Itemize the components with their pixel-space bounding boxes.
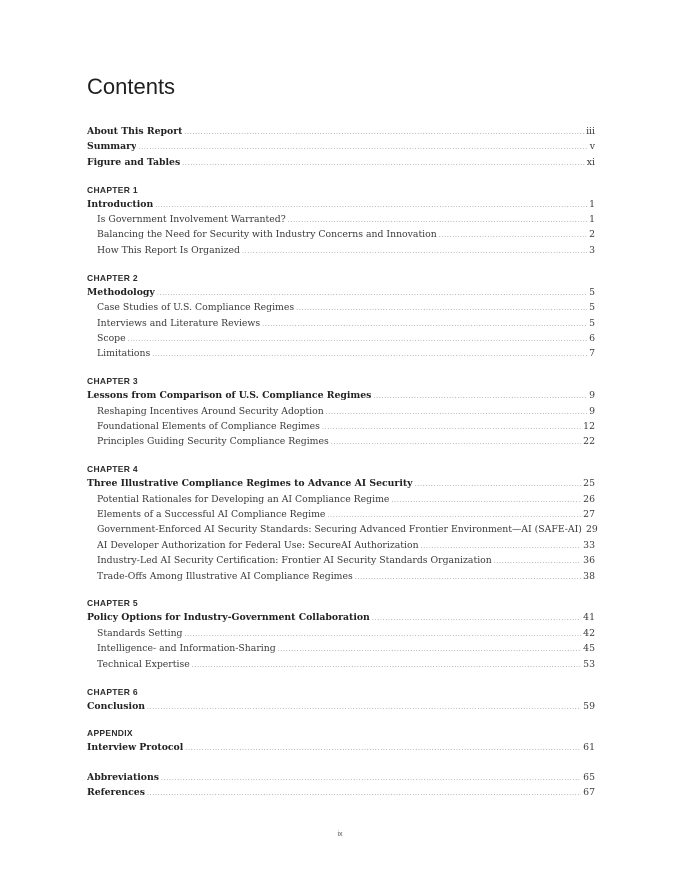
entry-title: Technical Expertise (97, 658, 190, 670)
section-spacer (87, 362, 595, 375)
toc-entry-section[interactable] (87, 538, 595, 553)
entry-title: Reshaping Incentives Around Security Adoption (97, 405, 324, 417)
dot-leader (391, 493, 581, 508)
dot-leader (262, 317, 587, 332)
dot-leader (494, 554, 581, 569)
entry-page-number: 27 (583, 509, 595, 521)
dot-leader (322, 420, 581, 435)
entry-page-number: iii (586, 126, 595, 137)
dot-leader (161, 771, 581, 786)
toc-entry-chapter[interactable] (87, 476, 595, 491)
dot-leader (155, 198, 587, 213)
entry-page-number: 45 (583, 643, 595, 655)
dot-leader (372, 611, 581, 626)
toc-entry-section[interactable] (87, 419, 595, 434)
dot-leader (242, 244, 587, 259)
entry-title: Is Government Involvement Warranted? (97, 214, 286, 226)
entry-page-number: 3 (589, 244, 595, 256)
entry-title: Industry-Led AI Security Certification: Frontier AI Security Standards Organization (97, 555, 492, 567)
entry-page-number: 26 (583, 493, 595, 505)
chapter-label: CHAPTER 3 (87, 376, 138, 387)
entry-title: Standards Setting (97, 627, 183, 639)
toc-entry-chapter[interactable] (87, 610, 595, 625)
entry-title: AI Developer Authorization for Federal Use: SecureAI Authorization (97, 539, 419, 551)
entry-page-number: 41 (583, 612, 595, 624)
dot-leader (185, 627, 582, 642)
entry-title: Case Studies of U.S. Compliance Regimes (97, 302, 295, 314)
toc-entry-section[interactable] (87, 346, 595, 361)
entry-title: Government-Enforced AI Security Standards: Securing Advanced Frontier Environment—AI (SAFE-AI) (97, 524, 582, 536)
toc-entry-section[interactable] (87, 553, 595, 568)
dot-leader (421, 539, 582, 554)
dot-leader (326, 405, 587, 420)
entry-title: Abbreviations (87, 771, 160, 783)
dot-leader (147, 700, 581, 715)
entry-page-number: 61 (583, 742, 595, 754)
entry-title: Methodology (87, 286, 155, 298)
entry-title: Limitations (97, 348, 151, 360)
entry-title: Trade-Offs Among Illustrative AI Compliance Regimes (97, 570, 353, 582)
toc-entry-section[interactable] (87, 331, 595, 346)
entry-page-number: 1 (589, 198, 595, 210)
chapter-label: CHAPTER 4 (87, 464, 138, 475)
toc-entry-back-matter[interactable] (87, 770, 595, 785)
chapter-label: CHAPTER 1 (87, 184, 138, 195)
section-spacer (87, 584, 595, 597)
toc-entry-chapter[interactable] (87, 197, 595, 212)
toc-entry-section[interactable] (87, 641, 595, 656)
entry-page-number: 29 (585, 524, 598, 536)
entry-page-number: 25 (583, 478, 595, 490)
entry-title: Foundational Elements of Compliance Regimes (97, 420, 320, 432)
toc-entry-section[interactable] (87, 492, 595, 507)
toc-entry-section[interactable] (87, 404, 595, 419)
entry-page-number: 5 (589, 302, 595, 314)
entry-page-number: 9 (589, 405, 595, 417)
page-title: Contents (87, 74, 176, 99)
toc-entry-section[interactable] (87, 507, 595, 522)
toc-entry-section[interactable] (87, 626, 595, 641)
section-spacer (87, 672, 595, 685)
dot-leader (439, 228, 587, 243)
dot-leader (147, 786, 581, 801)
toc-entry-chapter[interactable] (87, 388, 595, 403)
toc-entry-chapter[interactable] (87, 699, 595, 714)
dot-leader (296, 301, 587, 316)
dot-leader (192, 658, 581, 673)
dot-leader (327, 508, 581, 523)
page-number: ix (337, 831, 343, 838)
entry-page-number: 22 (583, 436, 595, 448)
section-spacer (87, 258, 595, 271)
entry-title: Introduction (87, 198, 154, 210)
toc-entry-section[interactable] (87, 657, 595, 672)
section-spacer (87, 756, 595, 770)
chapter-label: CHAPTER 6 (87, 686, 138, 697)
entry-title: Elements of a Successful AI Compliance Regime (97, 509, 326, 521)
entry-page-number: 38 (583, 570, 595, 582)
entry-page-number: 5 (589, 286, 595, 298)
entry-page-number: 1 (589, 214, 595, 226)
toc-entry-section[interactable] (87, 212, 595, 227)
section-spacer (87, 170, 595, 183)
entry-page-number: 2 (589, 229, 595, 241)
dot-leader (157, 286, 587, 301)
toc-entry-front-matter[interactable] (87, 124, 595, 139)
entry-page-number: 9 (589, 390, 595, 402)
entry-title: Potential Rationales for Developing an AI Compliance Regime (97, 493, 390, 505)
entry-page-number: 59 (583, 700, 595, 712)
dot-leader (184, 125, 584, 140)
toc-entry-section[interactable] (87, 522, 598, 537)
dot-leader (373, 389, 587, 404)
section-spacer (87, 714, 595, 727)
dot-leader (288, 213, 587, 228)
entry-title: How This Report Is Organized (97, 244, 240, 256)
toc-entry-front-matter[interactable] (87, 139, 595, 154)
entry-title: Interviews and Literature Reviews (97, 317, 261, 329)
entry-title: Balancing the Need for Security with Industry Concerns and Innovation (97, 229, 437, 241)
dot-leader (415, 477, 582, 492)
chapter-label: APPENDIX (87, 728, 133, 739)
entry-title: Figure and Tables (87, 156, 181, 168)
toc-entry-chapter[interactable] (87, 740, 595, 755)
dot-leader (185, 741, 581, 756)
dot-leader (152, 347, 587, 362)
entry-page-number: 36 (583, 555, 595, 567)
entry-page-number: 33 (583, 539, 595, 551)
toc-entry-section[interactable] (87, 316, 595, 331)
entry-title: Three Illustrative Compliance Regimes to Advance AI Security (87, 478, 413, 490)
toc-entry-section[interactable] (87, 227, 595, 242)
entry-title: Conclusion (87, 700, 146, 712)
entry-page-number: 67 (583, 787, 595, 799)
entry-title: About This Report (87, 126, 183, 137)
toc-entry-front-matter[interactable] (87, 155, 595, 170)
entry-title: Intelligence- and Information-Sharing (97, 643, 276, 655)
entry-title: Summary (87, 141, 137, 153)
entry-page-number: 42 (583, 627, 595, 639)
section-spacer (87, 450, 595, 463)
toc-entry-chapter[interactable] (87, 285, 595, 300)
entry-page-number: 6 (589, 332, 595, 344)
entry-title: References (87, 787, 145, 799)
entry-page-number: 5 (589, 317, 595, 329)
dot-leader (331, 435, 581, 450)
toc-entry-section[interactable] (87, 300, 595, 315)
entry-page-number: 53 (583, 658, 595, 670)
toc-entry-back-matter[interactable] (87, 785, 595, 800)
entry-page-number: 12 (583, 420, 595, 432)
dot-leader (138, 140, 587, 155)
dot-leader (355, 570, 581, 585)
entry-page-number: v (589, 141, 595, 153)
chapter-label: CHAPTER 5 (87, 598, 138, 609)
entry-page-number: 65 (583, 771, 595, 783)
entry-title: Principles Guiding Security Compliance Regimes (97, 436, 329, 448)
entry-title: Interview Protocol (87, 742, 184, 754)
toc-entry-section[interactable] (87, 569, 595, 584)
toc-entry-section[interactable] (87, 243, 595, 258)
dot-leader (278, 642, 581, 657)
entry-title: Scope (97, 332, 126, 344)
entry-page-number: xi (586, 156, 595, 168)
dot-leader (182, 156, 585, 171)
toc-entry-section[interactable] (87, 434, 595, 449)
table-of-contents (87, 124, 598, 801)
dot-leader (128, 332, 587, 347)
entry-page-number: 7 (589, 348, 595, 360)
entry-title: Lessons from Comparison of U.S. Compliance Regimes (87, 390, 372, 402)
chapter-label: CHAPTER 2 (87, 272, 138, 283)
entry-title: Policy Options for Industry-Government Collaboration (87, 612, 370, 624)
